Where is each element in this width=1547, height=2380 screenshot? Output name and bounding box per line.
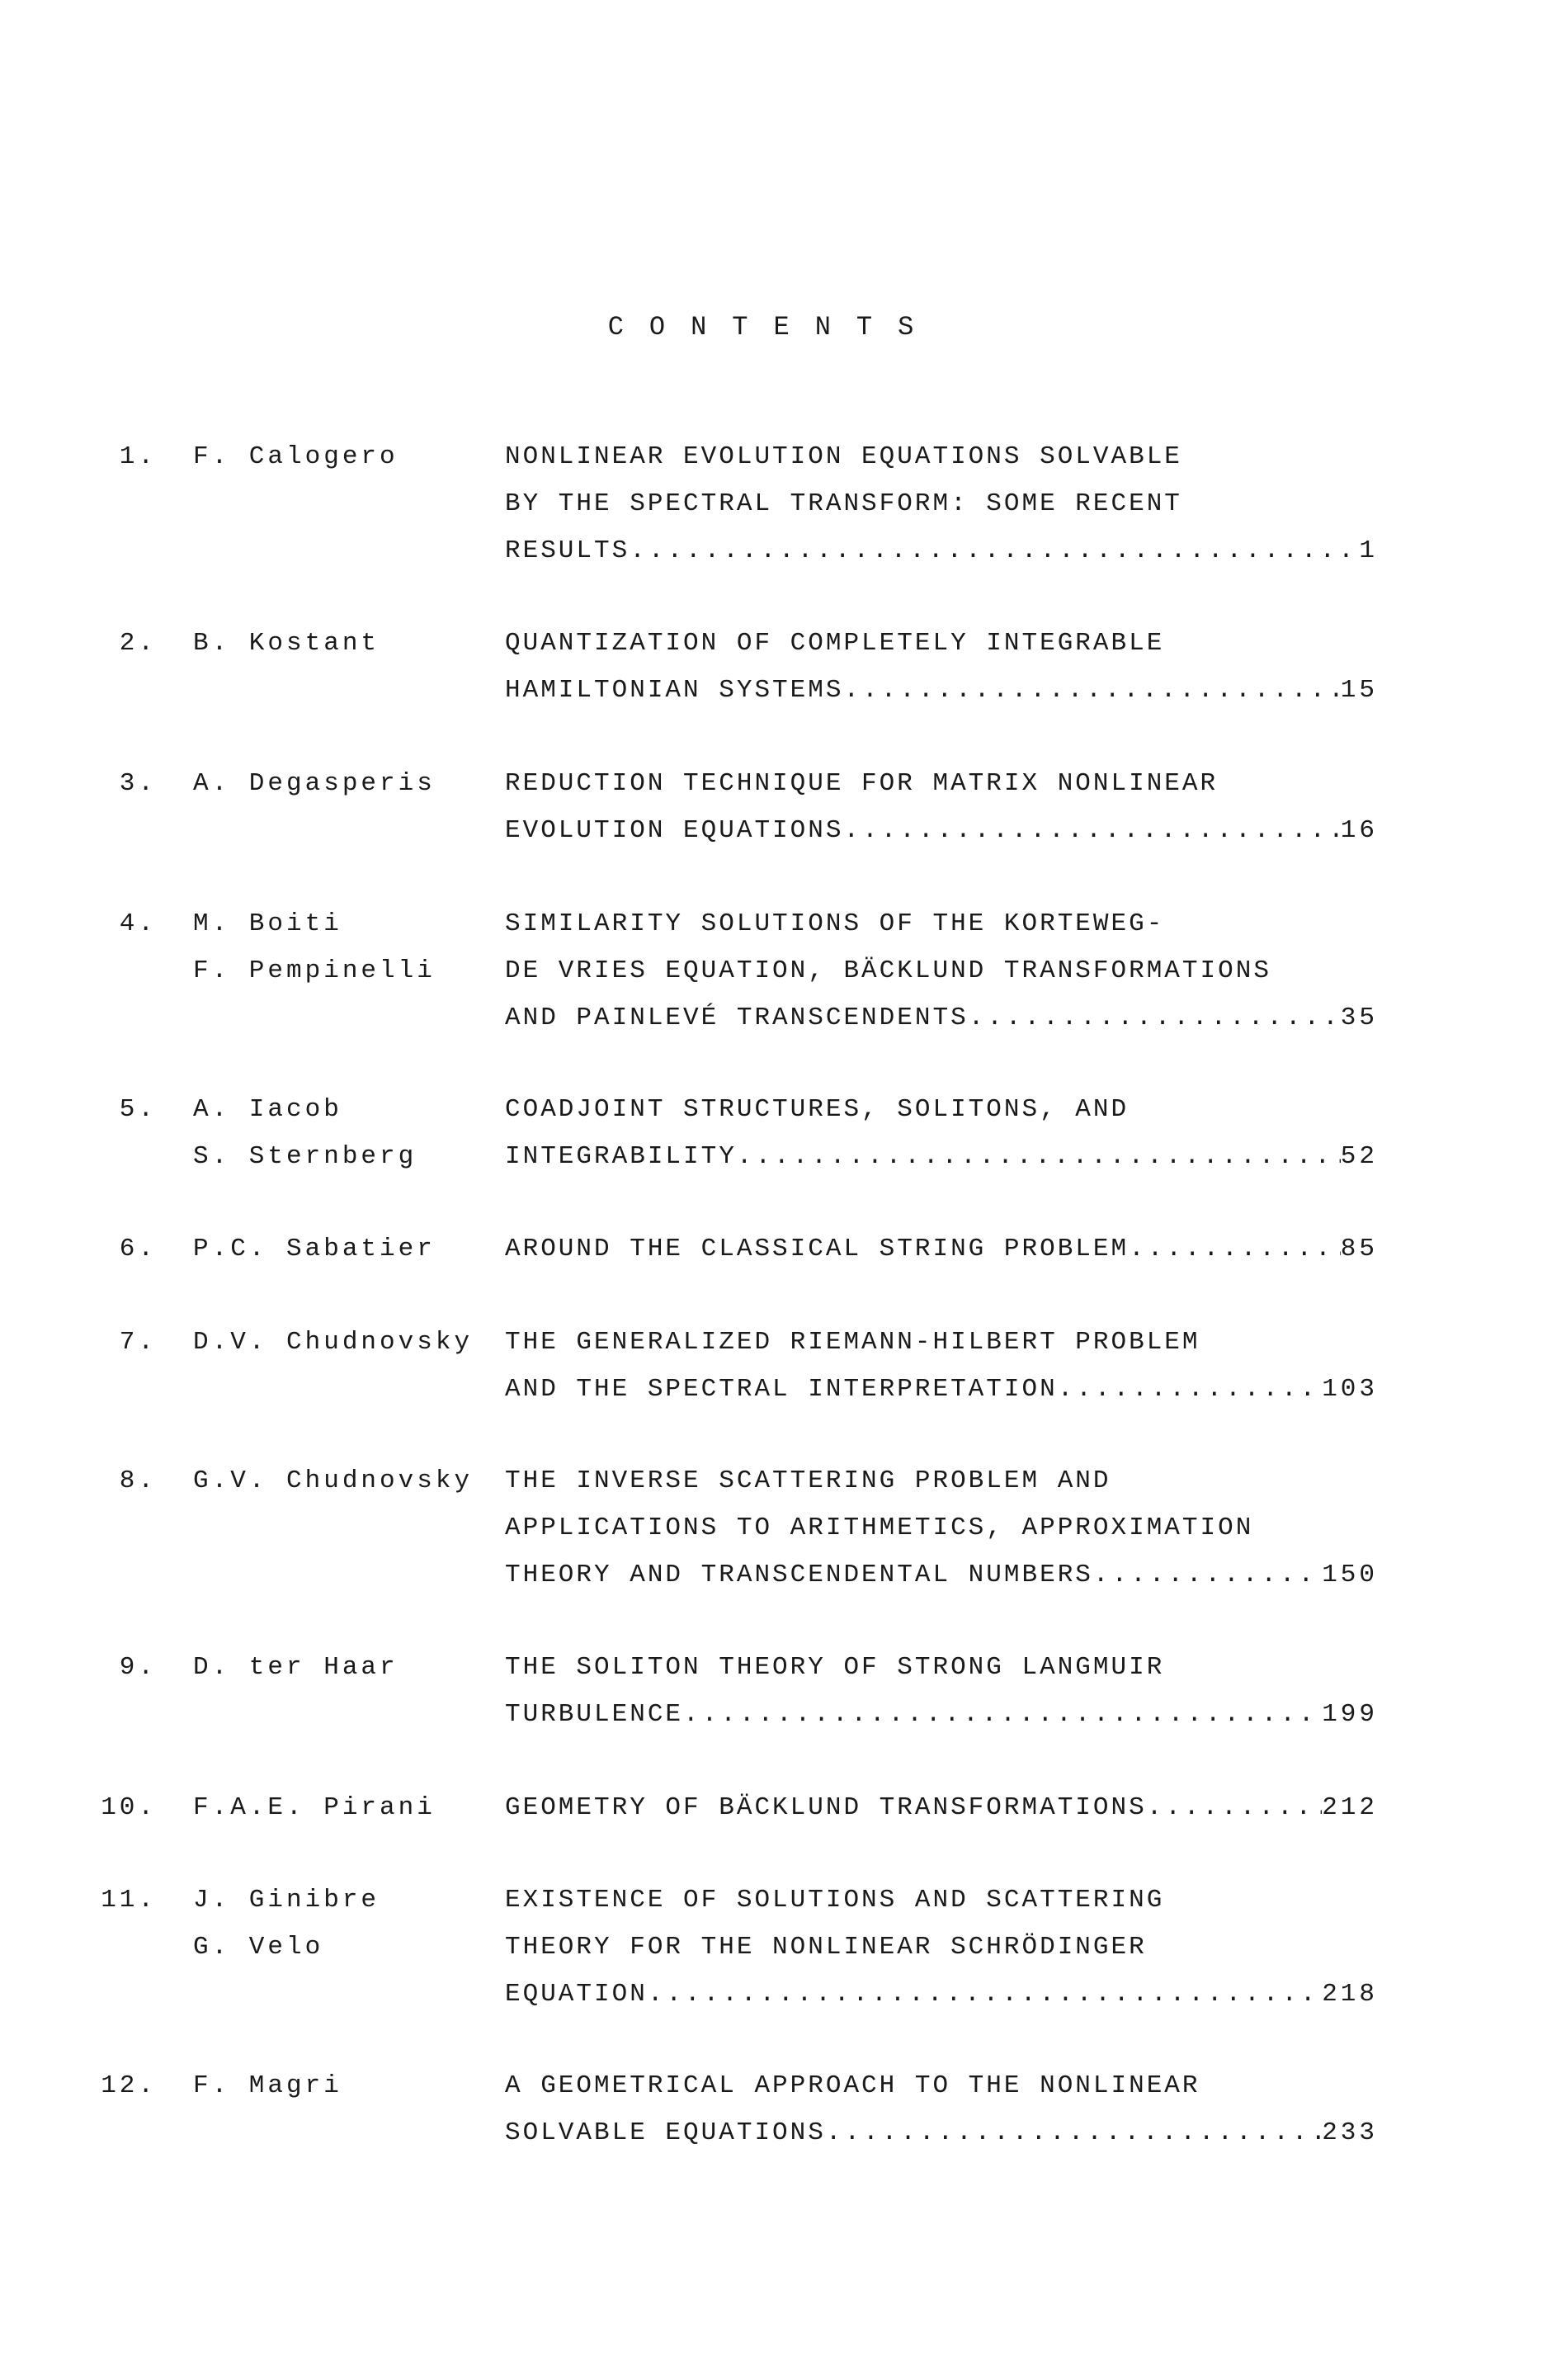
entry-number: 6. — [119, 1235, 157, 1263]
author-name: S. Sternberg — [193, 1142, 417, 1171]
author-name: G.V. Chudnovsky — [193, 1466, 474, 1495]
entry-title — [505, 2062, 1378, 2156]
title-line: THE SOLITON THEORY OF STRONG LANGMUIR — [505, 1653, 1165, 1682]
dot-leader — [1058, 1366, 1322, 1413]
dot-leader — [1147, 1784, 1322, 1831]
entry-title — [505, 900, 1378, 1041]
entry-authors — [193, 1086, 417, 1180]
entry-title — [505, 1457, 1378, 1598]
title-line: AND THE SPECTRAL INTERPRETATION — [505, 1375, 1058, 1404]
entry-title — [505, 433, 1378, 574]
author-name: F. Pempinelli — [193, 956, 436, 985]
dot-leader — [1093, 1551, 1322, 1598]
author-name: A. Degasperis — [193, 769, 436, 798]
title-line: THE GENERALIZED RIEMANN-HILBERT PROBLEM — [505, 1328, 1200, 1357]
entry-number: 11. — [101, 1886, 157, 1915]
entry-number: 5. — [119, 1095, 157, 1124]
title-line-with-page — [505, 994, 1378, 1041]
page-number: 233 — [1322, 2118, 1378, 2147]
entry-authors — [193, 1644, 399, 1691]
author-name: G. Velo — [193, 1933, 324, 1962]
entry-authors — [193, 1225, 436, 1273]
entry-number: 10. — [101, 1793, 157, 1822]
author-name: P.C. Sabatier — [193, 1235, 436, 1263]
page-number: 16 — [1340, 816, 1378, 845]
dot-leader — [683, 1691, 1322, 1738]
title-line: REDUCTION TECHNIQUE FOR MATRIX NONLINEAR — [505, 769, 1219, 798]
title-line: COADJOINT STRUCTURES, SOLITONS, AND — [505, 1095, 1130, 1124]
page-number: 15 — [1340, 676, 1378, 705]
title-line-with-page — [505, 807, 1378, 854]
title-line-with-page — [505, 1971, 1378, 2018]
title-line: AROUND THE CLASSICAL STRING PROBLEM — [505, 1235, 1130, 1263]
title-line-with-page — [505, 1691, 1378, 1738]
title-line: EXISTENCE OF SOLUTIONS AND SCATTERING — [505, 1886, 1165, 1915]
author-name: A. Iacob — [193, 1095, 342, 1124]
page-number: 218 — [1322, 1980, 1378, 2009]
entry-title — [505, 1086, 1378, 1180]
dot-leader — [843, 667, 1340, 714]
entry-number: 3. — [119, 769, 157, 798]
page-number: 103 — [1322, 1375, 1378, 1404]
title-line: SOLVABLE EQUATIONS — [505, 2118, 826, 2147]
title-line-with-page — [505, 527, 1378, 574]
entry-number: 12. — [101, 2071, 157, 2100]
title-line: THEORY AND TRANSCENDENTAL NUMBERS — [505, 1561, 1093, 1589]
page-number: 1 — [1359, 536, 1378, 565]
title-line: EQUATION — [505, 1980, 648, 2009]
entry-title — [505, 1644, 1378, 1738]
author-name: F.A.E. Pirani — [193, 1793, 436, 1822]
title-line: EVOLUTION EQUATIONS — [505, 816, 844, 845]
title-line: APPLICATIONS TO ARITHMETICS, APPROXIMATION — [505, 1513, 1254, 1542]
dot-leader — [843, 807, 1340, 854]
title-line: HAMILTONIAN SYSTEMS — [505, 676, 844, 705]
title-line: TURBULENCE — [505, 1700, 684, 1729]
title-line-with-page — [505, 1784, 1378, 1831]
entry-number: 4. — [119, 909, 157, 938]
entry-number: 7. — [119, 1328, 157, 1357]
title-line: A GEOMETRICAL APPROACH TO THE NONLINEAR — [505, 2071, 1200, 2100]
entry-title — [505, 1784, 1378, 1831]
author-name: F. Calogero — [193, 442, 399, 471]
page-number: 199 — [1322, 1700, 1378, 1729]
author-name: B. Kostant — [193, 629, 380, 658]
entry-title — [505, 1225, 1378, 1273]
entry-authors — [193, 760, 436, 807]
title-line: BY THE SPECTRAL TRANSFORM: SOME RECENT — [505, 489, 1182, 518]
author-name: J. Ginibre — [193, 1886, 380, 1915]
entry-number: 9. — [119, 1653, 157, 1682]
entry-authors — [193, 620, 380, 667]
title-line-with-page — [505, 1133, 1378, 1180]
title-line-with-page — [505, 1225, 1378, 1273]
entry-authors — [193, 1457, 473, 1504]
title-line: INTEGRABILITY — [505, 1142, 737, 1171]
entry-authors — [193, 900, 436, 994]
dot-leader — [630, 527, 1359, 574]
entry-authors — [193, 1319, 473, 1366]
entry-number: 2. — [119, 629, 157, 658]
page-number: 35 — [1340, 1003, 1378, 1032]
title-line-with-page — [505, 1366, 1378, 1413]
title-line: DE VRIES EQUATION, BÄCKLUND TRANSFORMATIONS — [505, 956, 1271, 985]
title-line: AND PAINLEVÉ TRANSCENDENTS — [505, 1003, 969, 1032]
title-line: GEOMETRY OF BÄCKLUND TRANSFORMATIONS — [505, 1793, 1147, 1822]
contents-heading: CONTENTS — [607, 312, 940, 342]
title-line: NONLINEAR EVOLUTION EQUATIONS SOLVABLE — [505, 442, 1182, 471]
author-name: M. Boiti — [193, 909, 342, 938]
title-line-with-page — [505, 667, 1378, 714]
title-line: QUANTIZATION OF COMPLETELY INTEGRABLE — [505, 629, 1165, 658]
title-line: SIMILARITY SOLUTIONS OF THE KORTEWEG- — [505, 909, 1165, 938]
title-line-with-page — [505, 1551, 1378, 1598]
author-name: D. ter Haar — [193, 1653, 399, 1682]
page-number: 212 — [1322, 1793, 1378, 1822]
entry-number: 8. — [119, 1466, 157, 1495]
title-line: THE INVERSE SCATTERING PROBLEM AND — [505, 1466, 1111, 1495]
author-name: D.V. Chudnovsky — [193, 1328, 474, 1357]
entry-authors — [193, 1877, 380, 1971]
entry-authors — [193, 433, 399, 480]
dot-leader — [648, 1971, 1322, 2018]
page-number: 150 — [1322, 1561, 1378, 1589]
dot-leader — [826, 2109, 1322, 2156]
entry-title — [505, 1319, 1378, 1413]
entry-title — [505, 620, 1378, 714]
dot-leader — [969, 994, 1341, 1041]
title-line: THEORY FOR THE NONLINEAR SCHRÖDINGER — [505, 1933, 1147, 1962]
entry-number: 1. — [119, 442, 157, 471]
entry-title — [505, 1877, 1378, 2018]
title-line: RESULTS — [505, 536, 630, 565]
page-number: 52 — [1340, 1142, 1378, 1171]
entry-authors — [193, 1784, 436, 1831]
entry-title — [505, 760, 1378, 854]
entry-authors — [193, 2062, 342, 2109]
dot-leader — [1129, 1225, 1341, 1273]
page-number: 85 — [1340, 1235, 1378, 1263]
title-line-with-page — [505, 2109, 1378, 2156]
author-name: F. Magri — [193, 2071, 342, 2100]
dot-leader — [737, 1133, 1341, 1180]
